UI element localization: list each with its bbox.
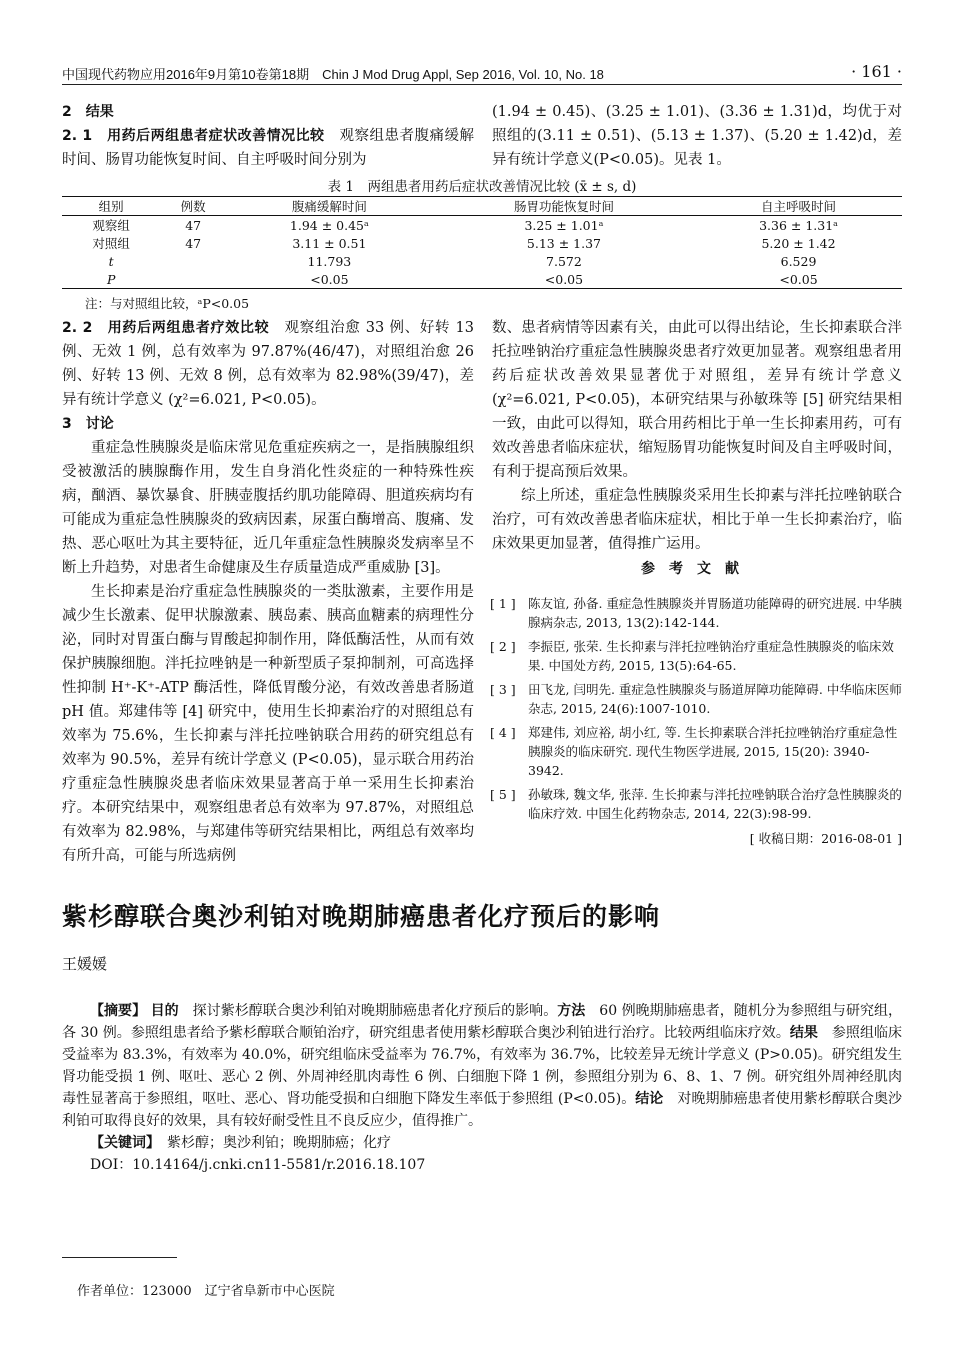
references-heading: 参考文献 [641, 561, 753, 577]
table-cell: 3.25 ± 1.01ᵃ [524, 217, 604, 233]
abstract-label: 【摘要】 [90, 1003, 147, 1019]
keywords-label: 【关键词】 [90, 1135, 153, 1151]
table-cell: 3.36 ± 1.31ᵃ [759, 217, 838, 233]
results-sub2-text: 观察组治愈 33 例、好转 13 例、无效 1 例，总有效率为 97.87%(46/47)，对照组治愈 26 例、好转 13 例、无效 8 例，总有效率为 82.98%(39/47)，差异有统计学意义 (χ²=6.021, P<0.05)。 [62, 320, 474, 408]
references-list [490, 594, 902, 828]
reference-text: 李振臣, 张荣. 生长抑素与泮托拉唑钠治疗重症急性胰腺炎的临床效果. 中国处方药, 2015, 13(5):64-65. [528, 639, 894, 673]
results-right-text: (1.94 ± 0.45)、(3.25 ± 1.01)、(3.36 ± 1.31)d，均优于对照组的(3.11 ± 0.51)、(5.13 ± 1.37)、(5.20 ± 1.42)d，差异有统计学意义(P<0.05)。见表 1。 [492, 104, 902, 168]
results-sub1-heading: 2. 1 用药后两组患者症状改善情况比较 [62, 128, 325, 144]
table-header-cell: 组别 [62, 197, 160, 216]
discussion-paragraph-1: 重症急性胰腺炎是临床常见危重症疾病之一，是指胰腺组织受被激活的胰腺酶作用，发生自身消化性炎症的一种特殊性疾病，酗酒、暴饮暴食、肝胰壶腹括约肌功能障碍、胆道疾病均有可能成为重症急性胰腺炎的致病因素，尿蛋白酶增高、腹痛、发热、恶心呕吐为其主要特征，近几年重症急性胰腺炎发病率呈不断上升趋势，对患者生命健康及生存质量造成严重威胁 [3]。 [62, 440, 474, 576]
discussion-paragraph-4: 综上所述，重症急性胰腺炎采用生长抑素与泮托拉唑钠联合治疗，可有效改善患者临床症状，相比于单一生长抑素治疗，临床效果更加显著，值得推广运用。 [492, 488, 902, 552]
results-sub2-paragraph [62, 316, 474, 412]
results-heading: 2 结果 [62, 104, 114, 120]
table-cell: <0.05 [433, 270, 695, 289]
keywords-line [62, 1132, 902, 1154]
table-row [62, 270, 902, 289]
conclusion-label: 结论 [635, 1091, 664, 1107]
purpose-label: 目的 [150, 1003, 179, 1019]
table-header-row [62, 197, 902, 216]
table-cell: 11.793 [307, 253, 352, 269]
reference-number: [ 4 ] [490, 725, 516, 740]
table-cell [160, 252, 226, 270]
table-cell: <0.05 [695, 270, 902, 289]
page-number: · 161 · [851, 62, 902, 81]
reference-number: [ 1 ] [490, 596, 516, 611]
abstract-block [62, 1000, 902, 1176]
running-header [62, 62, 902, 85]
reference-number: [ 3 ] [490, 682, 516, 697]
results-sub1-paragraph [62, 124, 474, 172]
article-author: 王媛媛 [62, 955, 108, 973]
discussion-paragraph-2: 生长抑素是治疗重症急性胰腺炎的一类肽激素，主要作用是减少生长激素、促甲状腺激素、胰岛素、胰高血糖素的病理性分泌，同时对胃蛋白酶与胃酸起抑制作用，降低酶活性，从而有效保护胰腺细胞。泮托拉唑钠是一种新型质子泵抑制剂，可高选择性抑制 H⁺-K⁺-ATP 酶活性，降低胃酸分泌，有效改善患者肠道 pH 值。郑建伟等 [4] 研究中，使用生长抑素治疗的对照组总有效率为 75.6%，生长抑素与泮托拉唑钠联合用药的研究组总有效率为 90.5%，差异有统计学意义 (P<0.05)，显示联合用药治疗重症急性胰腺炎患者临床效果显著高于单一采用生长抑素治疗。本研究结果中，观察组患者总有效率为 97.87%，对照组总有效率为 82.98%，与郑建伟等研究结果相比，两组总有效率均有所升高，可能与所选病例 [62, 584, 474, 864]
results-right-top [492, 100, 902, 172]
discussion-heading: 3 讨论 [62, 416, 114, 432]
table-cell [160, 270, 226, 289]
table-row [62, 252, 902, 270]
table-cell: 47 [185, 217, 202, 233]
discussion-paragraph-3: 数、患者病情等因素有关，由此可以得出结论，生长抑素联合泮托拉唑钠治疗重症急性胰腺炎患者疗效更加显著。观察组患者用药后症状改善效果显著优于对照组，差异有统计学意义 (χ²=6.021, P<0.05)，本研究结果与孙敏珠等 [5] 研究结果相一致，由此可以得知，联合用药相比于单一生长抑素用药，可有效改善患者临床症状，缩短肠胃功能恢复时间及自主呼吸时间，有利于提高预后效果。 [492, 320, 902, 480]
table-cell: 47 [185, 235, 202, 251]
article-title: 紫杉醇联合奥沙利铂对晚期肺癌患者化疗预后的影响 [62, 902, 661, 931]
table-header-cell: 自主呼吸时间 [695, 197, 902, 216]
reference-item [490, 785, 902, 823]
reference-number: [ 5 ] [490, 787, 516, 802]
received-date: [ 收稿日期：2016-08-01 ] [749, 831, 902, 846]
reference-item [490, 637, 902, 675]
table-cell: <0.05 [226, 270, 433, 289]
reference-number: [ 2 ] [490, 639, 516, 654]
table-cell: 7.572 [546, 253, 582, 269]
reference-text: 田飞龙, 闫明先. 重症急性胰腺炎与肠道屏障功能障碍. 中华临床医师杂志, 2015, 24(6):1007-1010. [528, 682, 902, 716]
reference-text: 孙敏珠, 魏文华, 张萍. 生长抑素与泮托拉唑钠联合治疗急性胰腺炎的临床疗效. 中国生化药物杂志, 2014, 22(3):98-99. [528, 787, 902, 821]
abstract-paragraph [62, 1000, 902, 1132]
result-label: 结果 [789, 1025, 818, 1041]
table-cell: t [108, 253, 114, 269]
conclusion-text: 对晚期肺癌患者使用紫杉醇联合奥沙利铂可取得良好的效果，具有较好耐受性且不良反应少，值得推广。 [62, 1091, 903, 1129]
purpose-text: 探讨紫杉醇联合奥沙利铂对晚期肺癌患者化疗预后的影响。 [178, 1003, 558, 1019]
results-sub1-text: 观察组患者腹痛缓解时间、肠胃功能恢复时间、自主呼吸时间分别为 [62, 128, 474, 168]
table-cell: 观察组 [92, 218, 130, 233]
footnote-rule [62, 1257, 177, 1258]
left-column-body [62, 316, 474, 868]
reference-text: 郑建伟, 刘应裕, 胡小红, 等. 生长抑素联合泮托拉唑钠治疗重症急性胰腺炎的临床研究. 现代生物医学进展, 2015, 15(20): 3940-3942. [528, 725, 898, 778]
table-header-cell: 例数 [160, 197, 226, 216]
table-row [62, 234, 902, 252]
method-text: 60 例晚期肺癌患者，随机分为参照组与研究组，各 30 例。参照组患者给予紫杉醇联合顺铂治疗，研究组患者使用紫杉醇联合奥沙利铂进行治疗。比较两组临床疗效。 [62, 1003, 903, 1041]
journal-info: 中国现代药物应用2016年9月第10卷第18期 Chin J Mod Drug Appl, Sep 2016, Vol. 10, No. 18 [62, 67, 604, 82]
results-sub2-heading: 2. 2 用药后两组患者疗效比较 [62, 320, 270, 336]
reference-item [490, 723, 902, 780]
author-affiliation: 作者单位：123000 辽宁省阜新市中心医院 [77, 1284, 335, 1299]
table-note: 注：与对照组比较，ᵃP<0.05 [85, 296, 250, 311]
table-cell: 1.94 ± 0.45ᵃ [289, 217, 369, 233]
method-label: 方法 [557, 1003, 586, 1019]
doi-line: DOI：10.14164/j.cnki.cn11-5581/r.2016.18.107 [90, 1157, 426, 1173]
table-header-cell: 腹痛缓解时间 [226, 197, 433, 216]
table-cell: 5.20 ± 1.42 [761, 235, 836, 251]
results-table [62, 196, 902, 289]
reference-item [490, 680, 902, 718]
table-header-cell: 肠胃功能恢复时间 [433, 197, 695, 216]
table-cell: 对照组 [92, 236, 130, 251]
results-left-top [62, 100, 474, 172]
table-row [62, 216, 902, 235]
reference-text: 陈友谊, 孙备. 重症急性胰腺炎并胃肠道功能障碍的研究进展. 中华胰腺病杂志, 2013, 13(2):142-144. [528, 596, 902, 630]
table-cell: 5.13 ± 1.37 [526, 235, 601, 251]
table-cell: 6.529 [780, 253, 817, 269]
keywords-text: 紫杉醇；奥沙利铂；晚期肺癌；化疗 [153, 1135, 391, 1151]
right-column-body [492, 316, 902, 556]
table-caption: 表 1 两组患者用药后症状改善情况比较 (x̄ ± s, d) [327, 179, 637, 195]
reference-item [490, 594, 902, 632]
table-cell: 3.11 ± 0.51 [292, 235, 367, 251]
table-cell: P [62, 270, 160, 289]
result-text: 参照组临床受益率为 83.3%，有效率为 40.0%，研究组临床受益率为 76.7%，有效率为 36.7%，比较差异无统计学意义 (P>0.05)。研究组发生肾功能受损 1 例、呕吐、恶心 2 例、外周神经肌肉毒性 6 例、白细胞下降 1 例，参照组分别为 6、8、1、7 例。研究组外周神经肌肉毒性显著高于参照组，呕吐、恶心、肾功能受损和白细胞下降发生率低于参照组 (P<0.05)。 [62, 1025, 902, 1107]
